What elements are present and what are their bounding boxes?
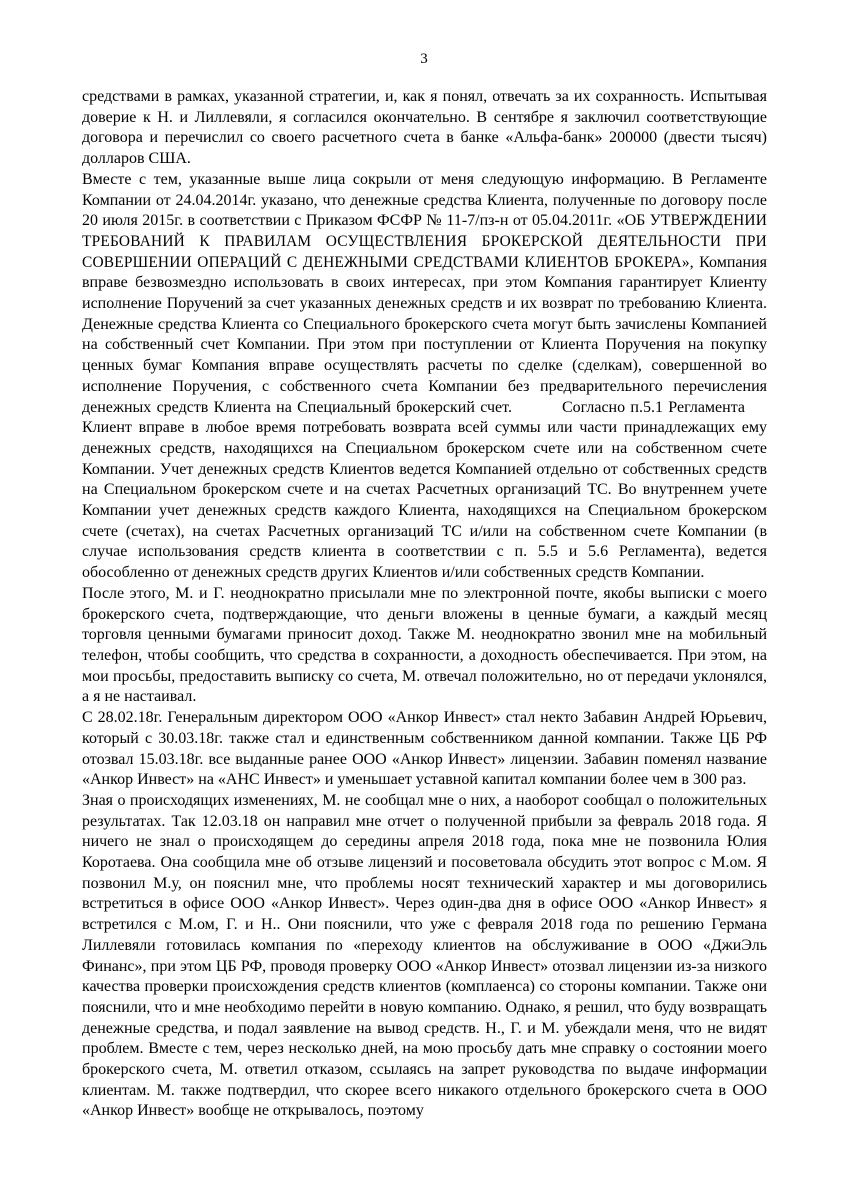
paragraph-email-statements: После этого, М. и Г. неоднократно присылали мне по электронной почте, якобы выписки с моего брокерского счета, подтверждающие, что деньги вложены в ценные бумаги, а каждый месяц торговля ценными бумагами приносит доход. Также М. неоднократно звонил мне на мобильный телефон, чтобы сообщить, что средства в сохранности, а доходность обеспечивается. При этом, на мои просьбы, предоставить выписку со счета, М. отвечал положительно, но от передачи уклонялся, а я не настаивал. [82,584,767,706]
page-number: 3 [420,51,428,67]
paragraph-license-revocation: Зная о происходящих изменениях, М. не сообщал мне о них, а наоборот сообщал о положительных результатах. Так 12.03.18 он направил мне отчет о полученной прибыли за февраль 2018 года. Я ничего не знал о происходящем до середины апреля 2018 года, пока мне не позвонила Юлия Коротаева. Она сообщила мне об отзыве лицензий и посоветовала обсудить этот вопрос с М.ом. Я позвонил М.у, он пояснил мне, что проблемы носят технический характер и мы договорились встретиться в офисе ООО «Анкор Инвест». Через один-два дня в офисе ООО «Анкор Инвест» я встретился с М.ом, Г. и Н.. Они пояснили, что уже с февраля 2018 года по решению Германа Лиллевяли готовилась компания по «переходу клиентов на обслуживание в ООО «ДжиЭль Финанс», при этом ЦБ РФ, проводя проверку ООО «Анкор Инвест» отозвал лицензии из-за низкого качества проверки происхождения средств клиентов (комплаенса) со стороны компании. Также они пояснили, что и мне необходимо перейти в новую компанию. Однако, я решил, что буду возвращать денежные средства, и подал заявление на вывод средств. Н., Г. и М. убеждали меня, что не видят проблем. Вместе с тем, через несколько дней, на мою просьбу дать мне справку о состоянии моего брокерского счета, М. ответил отказом, ссылаясь на запрет руководства по выдаче информации клиентам. М. также подтвердил, что скорее всего никакого отдельного брокерского счета в ООО «Анкор Инвест» вообще не открывалось, поэтому [82,791,767,1120]
regulation-clause-ref: Согласно п.5.1 Регламента [561,398,745,416]
regulation-clause-text: Клиент вправе в любое время потребовать возврата всей суммы или части принадлежащих ему денежных средств, находящихся на Специальном брокерском счете или на собственном счете Компании. Учет денежных средств Клиентов ведется Компанией отдельно от собственных средств на Специальном брокерском счете и на счетах Расчетных организаций ТС. Во внутреннем учете Компании учет денежных средств каждого Клиента, находящихся на Специальном брокерском счете (счетах), на счетах Расчетных организаций ТС и/или на собственном счете Компании (в случае использования средств клиента в соответствии с п. 5.5 и 5.6 Регламента), ведется обособленно от денежных средств других Клиентов и/или собственных средств Компании. [82,419,767,582]
order-title-caps: УТВЕРЖДЕНИИ ТРЕБОВАНИЙ К ПРАВИЛАМ ОСУЩЕСТВЛЕНИЯ БРОКЕРСКОЙ ДЕЯТЕЛЬНОСТИ ПРИ СОВЕРШЕНИИ ОПЕРАЦИЙ С ДЕНЕЖНЫМИ СРЕДСТВАМИ КЛИЕНТОВ БРОКЕРА», [82,212,768,271]
paragraph-strategy-agreement: средствами в рамках, указанной стратегии, и, как я понял, отвечать за их сохранность. Испытывая доверие к Н. и Лиллевяли, я согласился окончательно. В сентябре я заключил соответствующие договора и перечислил со своего расчетного счета в банке «Альфа-банк» 200000 (двести тысяч) долларов США. [82,88,767,168]
paragraph-regulation [82,170,767,584]
paragraph-new-director: С 28.02.18г. Генеральным директором ООО «Анкор Инвест» стал некто Забавин Андрей Юрьевич, который с 30.03.18г. также стал и единственным собственником данной компании. Также ЦБ РФ отозвал 15.03.18г. все выданные ранее ООО «Анкор Инвест» лицензии. Забавин поменял название «Анкор Инвест» на «АНС Инвест» и уменьшает уставной капитал компании более чем в 300 раз. [82,709,767,789]
regulation-intro-text: Вместе с тем, указанные выше лица сокрыли от меня следующую информацию. В Регламенте Компании от 24.04.2014г. указано, что денежные средства Клиента, полученные по договору после 20 июля 2015г. в соответствии с Приказом ФСФР № 11-7/пз-н от 05.04.2011г. «ОБ [82,170,767,230]
regulation-rights-text: Компания вправе безвозмездно использовать в своих интересах, при этом Компания гарантирует Клиенту исполнение Поручений за счет указанных денежных средств и их возврат по требованию Клиента. Денежные средства Клиента со Специального брокерского счета могут быть зачислены Компанией на собственный счет Компании. При этом при поступлении от Клиента Поручения на покупку ценных бумаг Компания вправе осуществлять расчеты по сделке (сделкам), совершенной во исполнение Поручения, с собственного счета Компании без предварительного перечисления денежных средств Клиента на Специальный брокерский счет. [82,253,767,416]
document-body [82,87,767,1122]
